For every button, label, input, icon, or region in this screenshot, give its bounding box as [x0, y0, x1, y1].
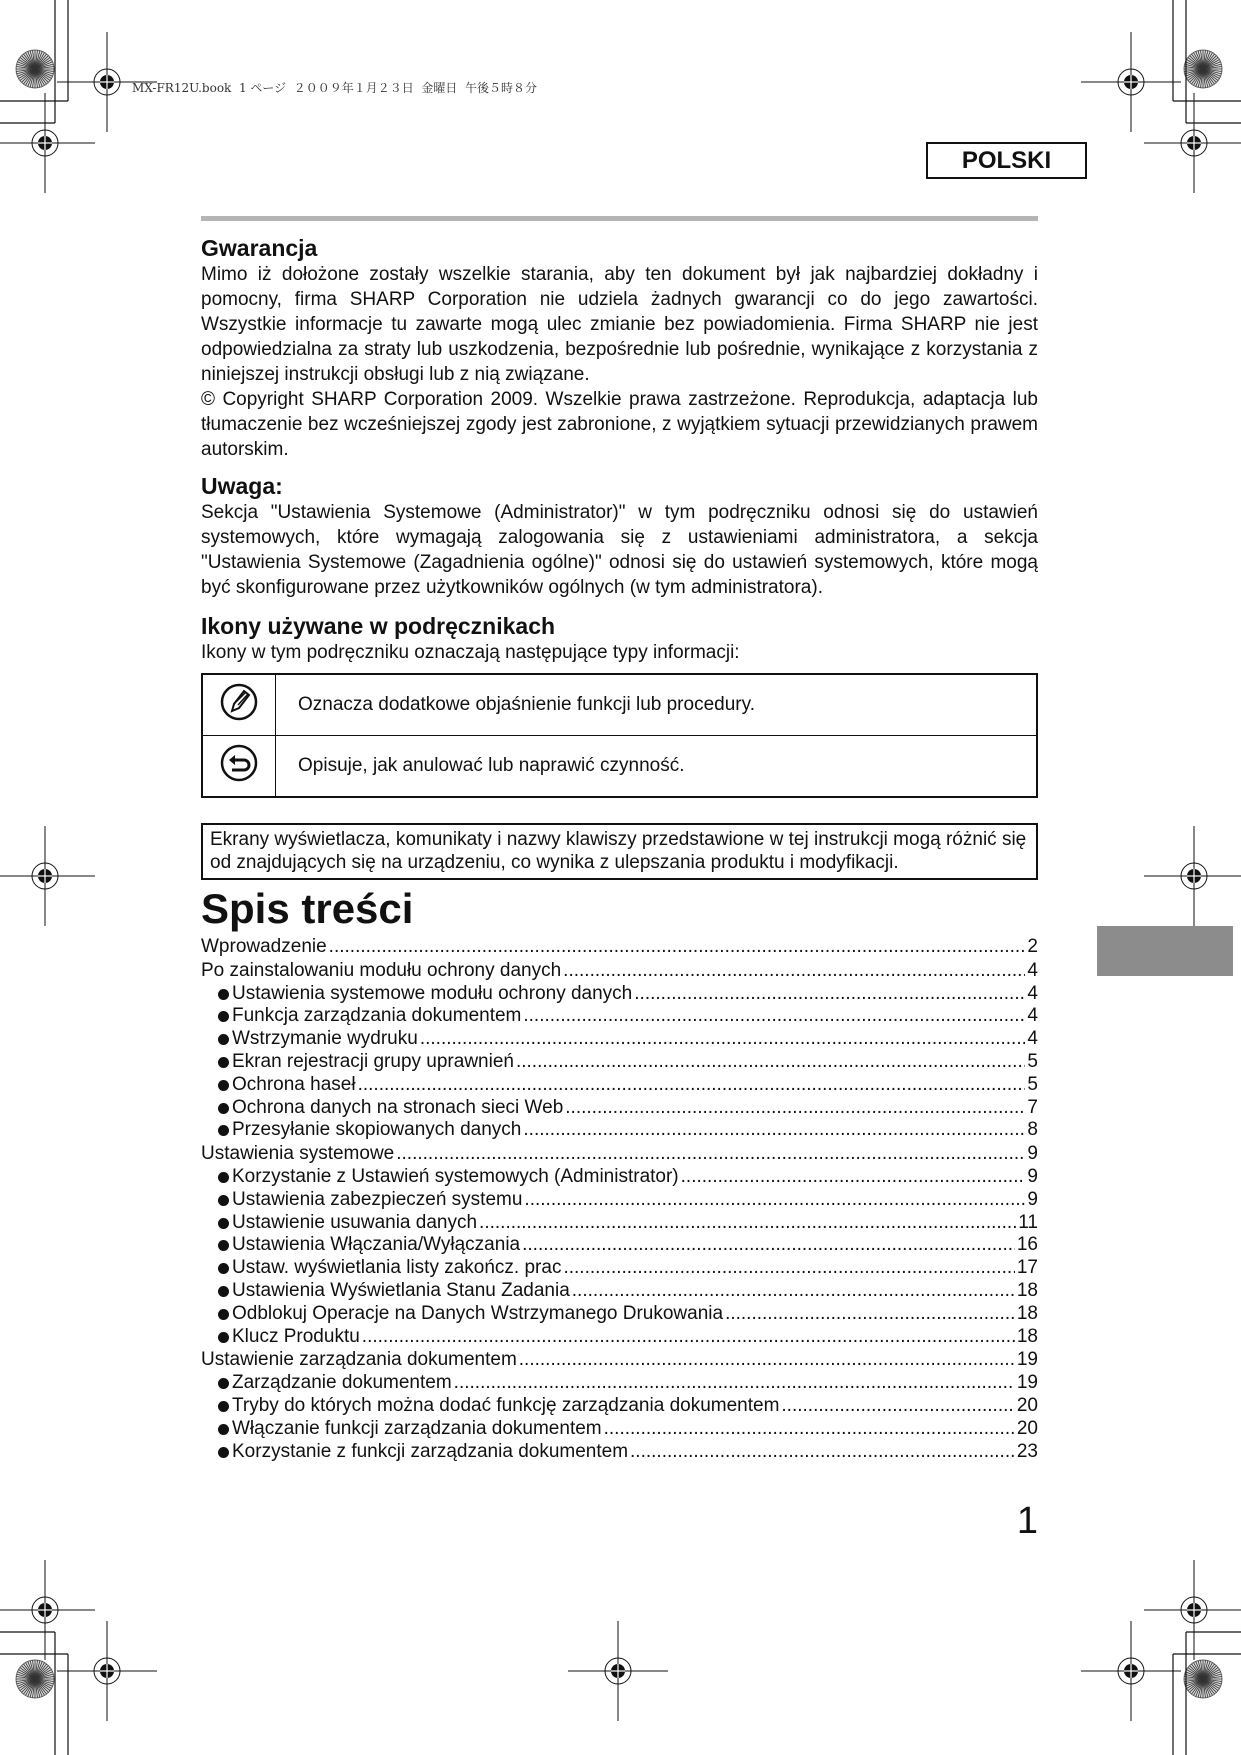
toc-entry-label: Po zainstalowaniu modułu ochrony danych	[201, 959, 562, 981]
note-section	[201, 472, 1038, 600]
toc-entry[interactable]	[201, 1303, 1038, 1326]
toc-entry-page: 18	[1016, 1325, 1038, 1347]
toc-entry-label: Ustawienia systemowe	[201, 1143, 395, 1165]
dot-leader	[519, 1349, 1015, 1372]
toc-entry-label: Tryby do których można dodać funkcję zarządzania dokumentem	[232, 1394, 780, 1416]
toc-entry[interactable]	[201, 1051, 1038, 1074]
bullet-icon	[218, 1103, 229, 1114]
toc-entry-page: 9	[1027, 1188, 1038, 1210]
toc-entry[interactable]	[201, 1028, 1038, 1051]
bullet-icon	[218, 1011, 229, 1022]
header-rule	[201, 216, 1038, 221]
dot-leader	[565, 1097, 1025, 1120]
bullet-icon	[218, 1447, 229, 1458]
bullet-icon	[218, 1034, 229, 1045]
bullet-icon	[218, 989, 229, 1000]
toc-entry-label: Ustaw. wyświetlania listy zakończ. prac	[232, 1257, 562, 1279]
toc-entry[interactable]	[201, 936, 1038, 959]
display-disclaimer-box: Ekrany wyświetlacza, komunikaty i nazwy klawiszy przedstawione w tej instrukcji mogą różnić się od znajdujących się na urządzeniu, co wynika z ulepszania produktu i modyfikacji.	[201, 823, 1038, 880]
toc-entry[interactable]	[201, 1097, 1038, 1120]
page-content	[201, 234, 1038, 1463]
chapter-tab	[1097, 926, 1233, 976]
toc-entry-label: Wstrzymanie wydruku	[232, 1028, 418, 1050]
toc-entry-label: Ustawienia zabezpieczeń systemu	[232, 1188, 523, 1210]
toc-entry-page: 4	[1027, 1005, 1038, 1027]
toc-entry-label: Zarządzanie dokumentem	[232, 1372, 452, 1394]
toc-entry-page: 5	[1027, 1073, 1038, 1095]
toc-entry-page: 5	[1027, 1050, 1038, 1072]
table-of-contents	[201, 936, 1038, 1463]
warranty-section	[201, 234, 1038, 462]
toc-entry[interactable]	[201, 1119, 1038, 1142]
toc-entry-page: 23	[1016, 1440, 1038, 1462]
toc-entry-label: Ekran rejestracji grupy uprawnień	[232, 1050, 514, 1072]
toc-entry[interactable]	[201, 1372, 1038, 1395]
icon-description: Oznacza dodatkowe objaśnienie funkcji lub procedury.	[276, 674, 1038, 736]
bullet-icon	[218, 1125, 229, 1136]
bullet-icon	[218, 1378, 229, 1389]
print-header-line: MX-FR12U.book 1 ページ ２００９年１月２３日 金曜日 午後５時８分	[132, 81, 538, 95]
dot-leader	[523, 1119, 1025, 1142]
bullet-icon	[218, 1172, 229, 1183]
icons-table-row	[202, 736, 1037, 798]
toc-entry-page: 9	[1027, 1165, 1038, 1187]
toc-entry-page: 18	[1016, 1279, 1038, 1301]
page-number: 1	[1016, 1500, 1038, 1542]
toc-entry[interactable]	[201, 960, 1038, 983]
toc-entry-page: 4	[1027, 959, 1038, 981]
bullet-icon	[218, 1240, 229, 1251]
toc-entry-label: Ustawienia systemowe modułu ochrony danych	[232, 982, 633, 1004]
dot-leader	[572, 1280, 1015, 1303]
toc-entry-label: Funkcja zarządzania dokumentem	[232, 1005, 522, 1027]
dot-leader	[479, 1212, 1016, 1235]
dot-leader	[420, 1028, 1026, 1051]
toc-entry[interactable]	[201, 1212, 1038, 1235]
toc-entry-label: Ustawienia Wyświetlania Stanu Zadania	[232, 1279, 570, 1301]
dot-leader	[563, 1257, 1014, 1280]
toc-entry-label: Ustawienia Włączania/Wyłączania	[232, 1234, 521, 1256]
note-heading: Uwaga:	[201, 473, 283, 499]
toc-entry-label: Ustawienie usuwania danych	[232, 1211, 478, 1233]
starburst-icon	[16, 1660, 54, 1698]
toc-entry-label: Przesyłanie skopiowanych danych	[232, 1119, 522, 1141]
toc-entry-label: Wprowadzenie	[201, 936, 327, 957]
dot-leader	[630, 1441, 1015, 1464]
toc-entry-page: 2	[1027, 936, 1038, 957]
icons-heading: Ikony używane w podręcznikach	[201, 613, 556, 639]
toc-entry-page: 4	[1027, 1028, 1038, 1050]
bullet-icon	[218, 1218, 229, 1229]
toc-entry[interactable]	[201, 1418, 1038, 1441]
warranty-heading: Gwarancja	[201, 235, 318, 261]
toc-entry-page: 4	[1027, 982, 1038, 1004]
note-text: Sekcja "Ustawienia Systemowe (Administrator)" w tym podręczniku odnosi się do ustawień systemowych, które wymagają zalogowania się z ustawieniami administratora, a sekcja "Ustawienia Systemowe (Zagadnienia ogólne)" odnosi się do ustawień systemowych, które mogą być skonfigurowane przez użytkowników ogólnych (w tym administratora).	[201, 502, 1038, 598]
bullet-icon	[218, 1401, 229, 1412]
toc-entry-label: Korzystanie z Ustawień systemowych (Administrator)	[232, 1165, 679, 1187]
dot-leader	[604, 1418, 1015, 1441]
toc-entry-page: 16	[1016, 1234, 1038, 1256]
dot-leader	[329, 936, 1026, 959]
dot-leader	[396, 1143, 1025, 1166]
toc-entry-page: 20	[1016, 1394, 1038, 1416]
icon-description: Opisuje, jak anulować lub naprawić czynność.	[276, 736, 1038, 798]
toc-entry-label: Ustawienie zarządzania dokumentem	[201, 1349, 517, 1371]
toc-entry-page: 8	[1027, 1119, 1038, 1141]
dot-leader	[634, 983, 1025, 1006]
toc-entry[interactable]	[201, 1074, 1038, 1097]
pencil-note-icon	[219, 682, 259, 722]
bullet-icon	[218, 1263, 229, 1274]
toc-entry[interactable]	[201, 1166, 1038, 1189]
toc-entry-label: Klucz Produktu	[232, 1325, 360, 1347]
toc-entry[interactable]	[201, 1395, 1038, 1418]
toc-entry[interactable]	[201, 983, 1038, 1006]
dot-leader	[362, 1326, 1015, 1349]
undo-arrow-icon	[219, 743, 259, 783]
bullet-icon	[218, 1309, 229, 1320]
toc-entry[interactable]	[201, 1143, 1038, 1166]
dot-leader	[681, 1166, 1026, 1189]
bullet-icon	[218, 1424, 229, 1435]
bullet-icon	[218, 1195, 229, 1206]
dot-leader	[454, 1372, 1015, 1395]
dot-leader	[522, 1234, 1015, 1257]
dot-leader	[781, 1395, 1014, 1418]
dot-leader	[523, 1005, 1025, 1028]
toc-entry-page: 18	[1016, 1302, 1038, 1324]
toc-entry-label: Ochrona danych na stronach sieci Web	[232, 1096, 564, 1118]
dot-leader	[524, 1189, 1025, 1212]
toc-entry[interactable]	[201, 1280, 1038, 1303]
bullet-icon	[218, 1332, 229, 1343]
bullet-icon	[218, 1057, 229, 1068]
starburst-icon	[1184, 1660, 1222, 1698]
toc-entry-page: 19	[1016, 1349, 1038, 1371]
toc-entry-label: Odblokuj Operacje na Danych Wstrzymanego Drukowania	[232, 1302, 724, 1324]
toc-entry[interactable]	[201, 1441, 1038, 1464]
language-label: POLSKI	[926, 142, 1087, 179]
dot-leader	[563, 960, 1025, 983]
dot-leader	[725, 1303, 1015, 1326]
toc-entry-label: Ochrona haseł	[232, 1073, 356, 1095]
icons-table-row	[202, 674, 1037, 736]
toc-entry[interactable]	[201, 1234, 1038, 1257]
toc-entry[interactable]	[201, 1349, 1038, 1372]
warranty-text: Mimo iż dołożone zostały wszelkie starania, aby ten dokument był jak najbardziej dokładny i pomocny, firma SHARP Corporation nie udziela żadnych gwarancji co do jego zawartości. Wszystkie informacje tu zawarte mogą ulec zmianie bez powiadomienia. Firma SHARP nie jest odpowiedzialna za straty lub uszkodzenia, bezpośrednie lub pośrednie, wynikające z korzystania z niniejszej instrukcji obsługi lub z nią związane.	[201, 264, 1038, 385]
toc-entry[interactable]	[201, 1326, 1038, 1349]
bullet-icon	[218, 1080, 229, 1091]
toc-entry-page: 7	[1027, 1096, 1038, 1118]
toc-entry-label: Włączanie funkcji zarządzania dokumentem	[232, 1417, 602, 1439]
dot-leader	[516, 1051, 1025, 1074]
toc-entry-page: 20	[1016, 1417, 1038, 1439]
bullet-icon	[218, 1286, 229, 1297]
starburst-icon	[1184, 50, 1222, 88]
copyright-text: © Copyright SHARP Corporation 2009. Wszelkie prawa zastrzeżone. Reprodukcja, adaptacja lub tłumaczenie bez wcześniejszej zgody jest zabronione, z wyjątkiem sytuacji przewidzianych prawem autorskim.	[201, 389, 1038, 460]
toc-entry-page: 19	[1016, 1372, 1038, 1394]
icons-section	[201, 612, 1038, 798]
starburst-icon	[16, 50, 54, 88]
toc-entry-page: 9	[1027, 1143, 1038, 1165]
toc-entry-label: Korzystanie z funkcji zarządzania dokumentem	[232, 1440, 629, 1462]
toc-entry[interactable]	[201, 1257, 1038, 1280]
toc-entry-page: 17	[1016, 1257, 1038, 1279]
toc-entry[interactable]	[201, 1189, 1038, 1212]
toc-entry[interactable]	[201, 1005, 1038, 1028]
toc-title: Spis treści	[201, 885, 414, 932]
toc-entry-page: 11	[1018, 1211, 1038, 1233]
icons-table	[201, 673, 1038, 798]
icons-intro: Ikony w tym podręczniku oznaczają następujące typy informacji:	[201, 642, 740, 663]
dot-leader	[358, 1074, 1026, 1097]
